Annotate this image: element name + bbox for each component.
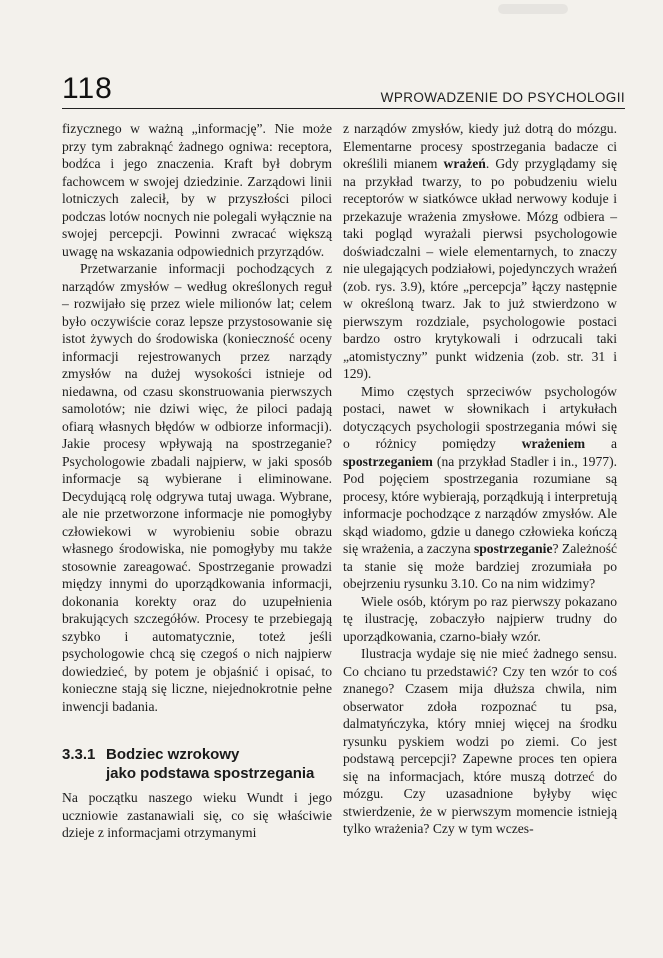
text-run: Mimo częstych sprzeciwów psychologów postaci, nawet w słownikach i artykułach dotyczących psychologii spostrzegania mówi się o różnicy pomiędzy bbox=[343, 383, 617, 451]
term-spostrzeganiem: spostrzeganiem bbox=[343, 453, 433, 469]
term-spostrzeganie: spostrzeganie bbox=[473, 541, 553, 556]
paragraph bbox=[343, 120, 617, 383]
section-heading bbox=[62, 745, 332, 783]
paragraph: Na początku naszego wieku Wundt i jego uczniowie zastanawiali się, co się właściwie dzieje z informacjami otrzymanymi bbox=[62, 790, 332, 840]
section-title-line: Bodziec wzrokowy bbox=[106, 746, 240, 763]
paragraph: Przetwarzanie informacji pochodzących z narządów zmysłów – według określonych reguł – rozwijało się przez wiele milionów lat; celem było oczywiście coraz lepsze przystosowanie się istot żywych do środowiska (konieczność oceny informacji rejestrowanych przez narządy zmysłów na dużej wysokości istnieje od niedawna, od czasu skonstruowania pierwszych samolotów; nie dziwi więc, że piloci padają ofiarą własnych błędów w odbiorze informacji). Jakie procesy wpływają na spostrzeganie? Psychologowie zbadali najpierw, w jaki sposób informacje są wybierane i eliminowane. Decydującą rolę odgrywa tutaj uwaga. Wybrane, ale nie przetworzone informacje nie pomogłyby człowiekowi w wyrobieniu sobie obrazu własnego środowiska, nie pomogłyby mu także stosownie zareagować. Spostrzeganie prowadzi między innymi do uporządkowania informacji, dokonania korekty oraz do uzupełnienia brakujących szczegółów. Procesy te przebiegają szybko i automatycznie, toteż jeśli psychologowie chcą się czegoś o nich najpierw dowiedzieć, by potem je objaśnić i opisać, to konieczne stają się liczne, niejednokrotnie pełne inwencji badania. bbox=[62, 261, 332, 714]
section-title bbox=[106, 745, 314, 783]
scan-smudge bbox=[498, 4, 568, 14]
paragraph: Wiele osób, którym po raz pierwszy pokazano tę ilustrację, zobaczyło najpierw trudny do uporządkowania, czarno-biały wzór. bbox=[343, 593, 617, 644]
section-number: 3.3.1 bbox=[62, 746, 96, 763]
page-number: 118 bbox=[62, 72, 113, 105]
text-run: ? Zależność ta stanie się może bardziej zrozumiała po obejrzeniu rysunku 3.10. Co na nim widzimy? bbox=[343, 541, 618, 591]
text-run: z narządów zmysłów, kiedy już dotrą do mózgu. Elementarne procesy spostrzegania badacze ci określili mianem bbox=[343, 121, 617, 171]
term-wrazen: wrażeń bbox=[443, 156, 486, 171]
text-run: . Gdy przyglądamy się na przykład twarzy, to po pobudzeniu wielu receptorów w siatkówce układ nerwowy koduje i przekazuje wrażenia zmysłowe. Mózg odbiera – taki pogląd wyrażali pierwsi psychologowie doświadczalni – wiele elementarnych, to znaczy nie ulegających podziałowi, pojedynczych wrażeń (zob. rys. 3.9), które „percepcja” łączy następnie w określoną twarz. Jak to już stwierdzono w pierwszym rozdziale, psychologowie postaci bardzo ostro krytykowali i odrzucali taki „atomistyczny” punkt widzenia (zob. str. 31 i 129). bbox=[343, 156, 617, 381]
paragraph: fizycznego w ważną „informację”. Nie może przy tym zabraknąć żadnego ogniwa: receptora, bodźca i jego znaczenia. Kraft był dobrym fachowcem w swojej dziedzinie. Zarządowi linii lotniczych zalecił, by w przyszłości piloci podczas lotów nocnych nie polegali wyłącznie na swojej percepcji. Powinni zwracać większą uwagę na wskazania odpowiednich przyrządów. bbox=[62, 121, 332, 259]
paragraph bbox=[343, 383, 617, 593]
section-title-line: jako podstawa spostrzegania bbox=[106, 765, 315, 782]
term-wrazeniem: wrażeniem bbox=[521, 436, 586, 451]
paragraph: Ilustracja wydaje się nie mieć żadnego sensu. Co chciano tu przedstawić? Czy ten wzór to coś znanego? Czasem mija dłuższa chwila, nim obserwator zdoła rozpoznać tu psa, dalmatyńczyka, który mniej więcej na środku rysunku pyskiem wodzi po ziemi. Co jest podstawą percepcji? Zapewne proces ten opiera się na informacjach, które muszą dotrzeć do mózgu. Czy uzasadnione byłyby więc stwierdzenie, że w pierwszym momencie istnieją tylko wrażenia? Czy w tym wczes- bbox=[343, 646, 617, 836]
left-column bbox=[62, 120, 332, 842]
right-column bbox=[343, 120, 617, 838]
text-run: a bbox=[585, 436, 618, 451]
running-head: WPROWADZENIE DO PSYCHOLOGII bbox=[380, 90, 625, 105]
text-run: (na przykład Stadler i in., 1977). Pod pojęciem spostrzegania rozumiane są procesy, które wybierają, porządkują i interpretują informacje pochodzące z narządów zmysłów. Ale skąd wiadomo, gdzie u danego człowieka kończą się wrażenia, a zaczyna bbox=[343, 453, 617, 556]
page-header bbox=[62, 72, 625, 109]
